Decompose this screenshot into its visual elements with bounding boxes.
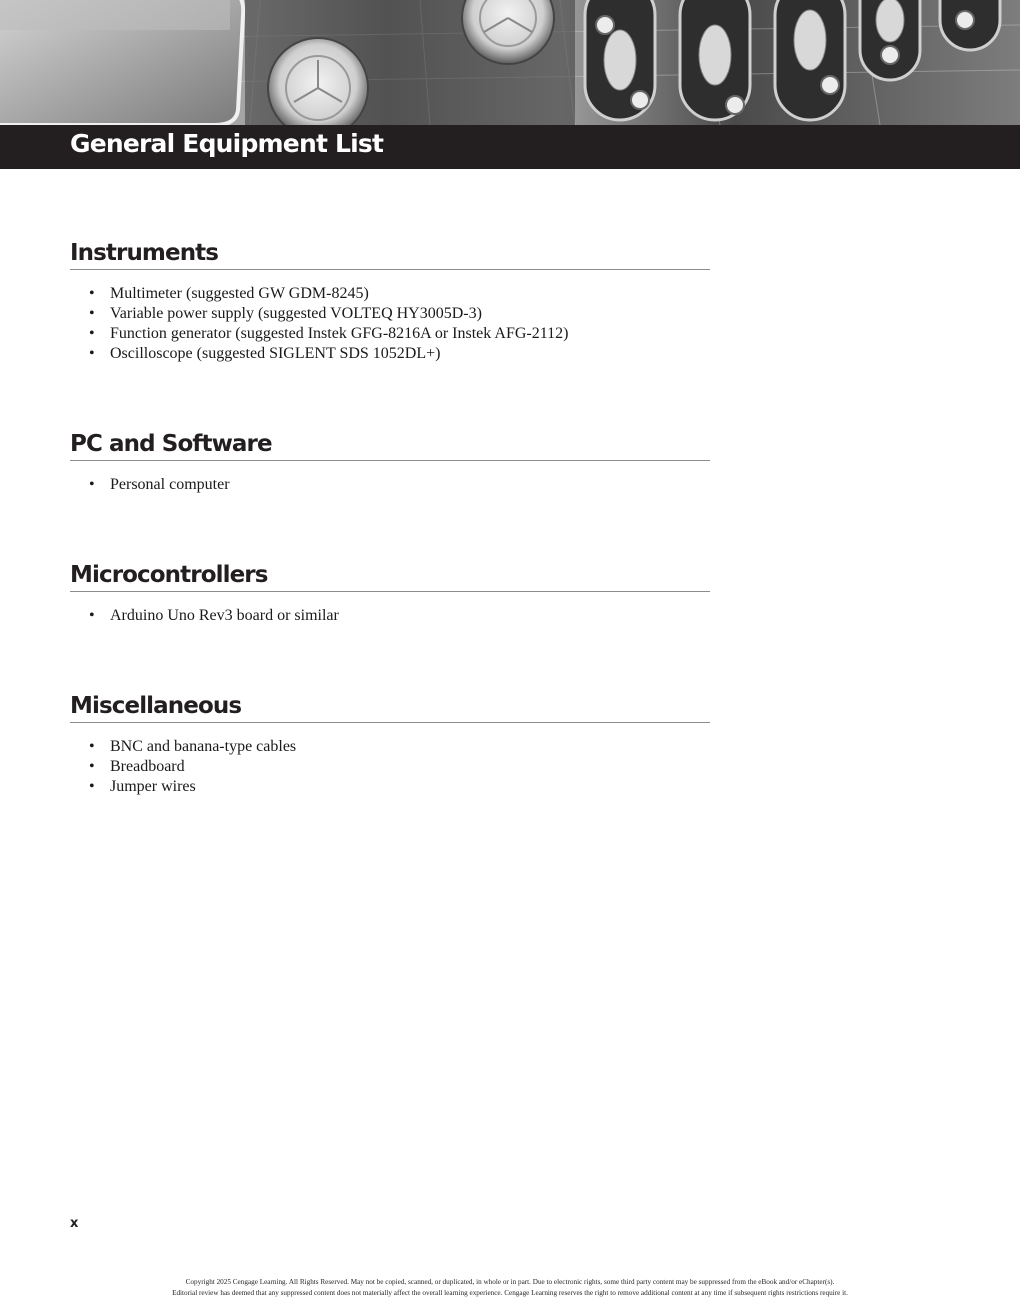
- list-item: [89, 304, 710, 324]
- bullet-icon: •: [89, 325, 95, 342]
- section-instruments: [70, 238, 710, 364]
- section-heading-miscellaneous: Miscellaneous: [70, 691, 710, 723]
- instruments-list: [70, 284, 710, 364]
- list-item: [89, 475, 710, 495]
- copyright-line-2: Editorial review has deemed that any suppressed content does not materially affect the overall learning experience. Cengage Learning reserves the right to remove additional content at any time if subsequent rights restrictions require it.: [172, 1289, 848, 1297]
- list-item: [89, 284, 710, 304]
- bullet-icon: •: [89, 285, 95, 302]
- bullet-icon: •: [89, 778, 95, 795]
- bullet-icon: •: [89, 738, 95, 755]
- list-item-text: Variable power supply (suggested VOLTEQ HY3005D-3): [110, 305, 482, 322]
- section-pc-and-software: [70, 429, 710, 495]
- list-item: [89, 606, 710, 626]
- list-item-text: BNC and banana-type cables: [110, 738, 297, 755]
- list-item-text: Multimeter (suggested GW GDM-8245): [110, 285, 369, 302]
- bullet-icon: •: [89, 476, 95, 493]
- list-item-text: Oscilloscope (suggested SIGLENT SDS 1052DL+): [110, 345, 441, 362]
- title-bar: [0, 125, 1020, 169]
- bullet-icon: •: [89, 758, 95, 775]
- section-heading-pc-and-software: PC and Software: [70, 429, 710, 461]
- copyright-notice: [0, 1277, 1020, 1299]
- list-item-text: Jumper wires: [110, 778, 196, 795]
- pc-and-software-list: [70, 475, 710, 495]
- page-number: x: [70, 1216, 79, 1231]
- section-heading-instruments: Instruments: [70, 238, 710, 270]
- list-item-text: Breadboard: [110, 758, 185, 775]
- bullet-icon: •: [89, 607, 95, 624]
- list-item-text: Personal computer: [110, 476, 230, 493]
- copyright-line-1: Copyright 2025 Cengage Learning. All Rights Reserved. May not be copied, scanned, or duplicated, in whole or in part. Due to electronic rights, some third party content may be suppressed from the eBook and/or eChapter(s).: [185, 1278, 835, 1286]
- microcontrollers-list: [70, 606, 710, 626]
- list-item: [89, 757, 710, 777]
- list-item: [89, 737, 710, 757]
- list-item-text: Arduino Uno Rev3 board or similar: [110, 607, 339, 624]
- section-miscellaneous: [70, 691, 710, 797]
- bullet-icon: •: [89, 305, 95, 322]
- header-banner-image: [0, 0, 1020, 125]
- section-heading-microcontrollers: Microcontrollers: [70, 560, 710, 592]
- list-item: [89, 344, 710, 364]
- list-item-text: Function generator (suggested Instek GFG-8216A or Instek AFG-2112): [110, 325, 569, 342]
- page-title: General Equipment List: [70, 129, 384, 158]
- list-item: [89, 324, 710, 344]
- circuit-board-photo: [0, 0, 1020, 125]
- bullet-icon: •: [89, 345, 95, 362]
- list-item: [89, 777, 710, 797]
- miscellaneous-list: [70, 737, 710, 797]
- section-microcontrollers: [70, 560, 710, 626]
